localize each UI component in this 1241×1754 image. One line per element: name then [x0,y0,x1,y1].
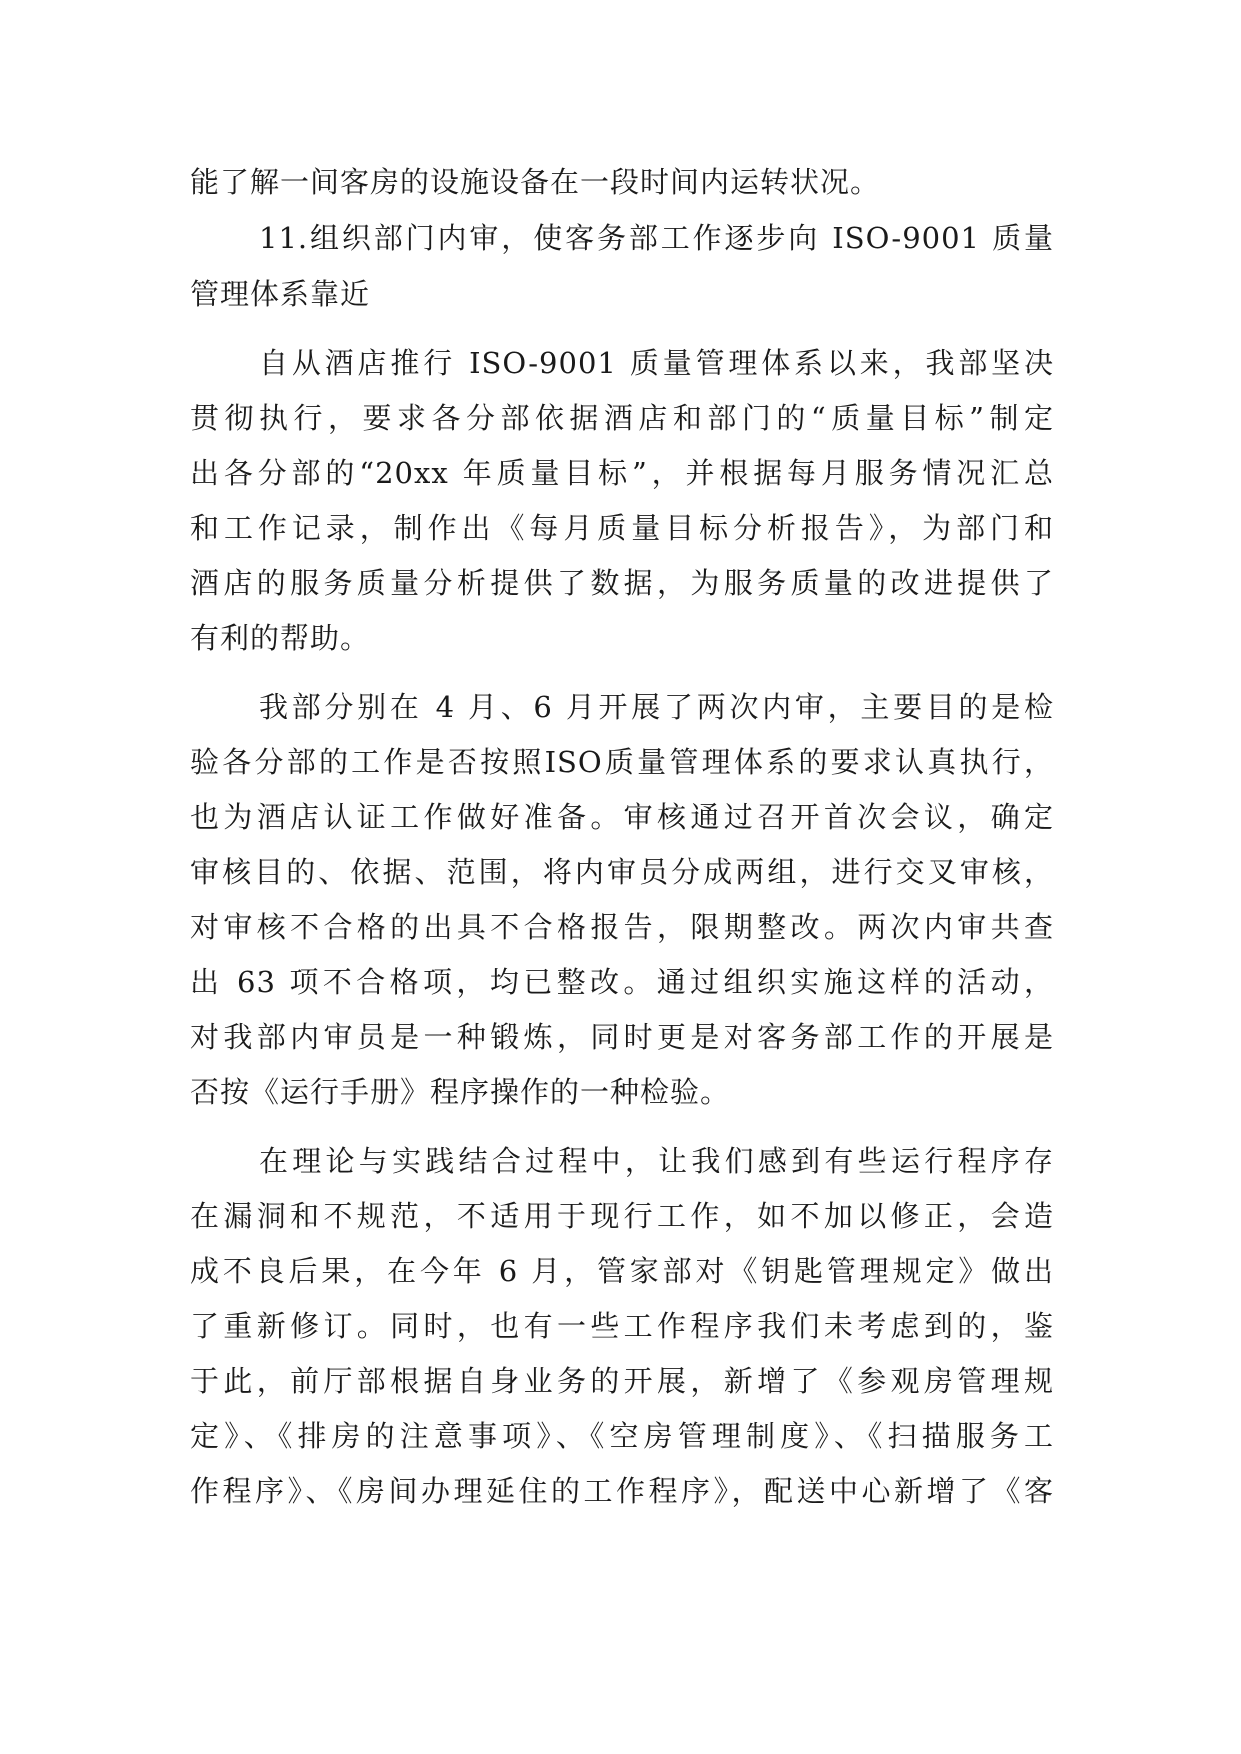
section-heading-line: 11.组织部门内审，使客务部工作逐步向 ISO-9001 质量 [259,221,1054,255]
text-line: 和工作记录，制作出《每月质量目标分析报告》，为部门和 [190,511,1054,545]
text-line: 成不良后果，在今年 6 月，管家部对《钥匙管理规定》做出 [190,1254,1054,1288]
text-line: 出 63 项不合格项，均已整改。通过组织实施这样的活动， [190,965,1054,999]
text-line: 否按《运行手册》程序操作的一种检验。 [190,1075,731,1109]
text-line: 审核目的、依据、范围，将内审员分成两组，进行交叉审核， [190,855,1054,889]
text-line: 对审核不合格的出具不合格报告，限期整改。两次内审共查 [190,910,1054,944]
text-line: 定》、《排房的注意事项》、《空房管理制度》、《扫描服务工 [190,1419,1054,1453]
text-line: 验各分部的工作是否按照ISO质量管理体系的要求认真执行， [190,745,1054,779]
text-line: 了重新修订。同时，也有一些工作程序我们未考虑到的，鉴 [190,1309,1054,1343]
text-line: 能了解一间客房的设施设备在一段时间内运转状况。 [190,165,881,199]
section-heading-line: 管理体系靠近 [190,277,371,311]
text-line: 作程序》、《房间办理延住的工作程序》，配送中心新增了《客 [190,1474,1054,1508]
text-line: 我部分别在 4 月、6 月开展了两次内审，主要目的是检 [259,690,1054,724]
text-line: 也为酒店认证工作做好准备。审核通过召开首次会议，确定 [190,800,1054,834]
text-line: 有利的帮助。 [190,621,371,655]
text-line: 对我部内审员是一种锻炼，同时更是对客务部工作的开展是 [190,1020,1054,1054]
text-line: 在漏洞和不规范，不适用于现行工作，如不加以修正，会造 [190,1199,1054,1233]
text-line: 自从酒店推行 ISO-9001 质量管理体系以来，我部坚决 [259,346,1054,380]
text-line: 出各分部的“20xx 年质量目标”，并根据每月服务情况汇总 [190,456,1054,490]
text-line: 贯彻执行，要求各分部依据酒店和部门的“质量目标”制定 [190,401,1054,435]
text-line: 于此，前厅部根据自身业务的开展，新增了《参观房管理规 [190,1364,1054,1398]
text-line: 酒店的服务质量分析提供了数据，为服务质量的改进提供了 [190,566,1054,600]
text-line: 在理论与实践结合过程中，让我们感到有些运行程序存 [259,1144,1054,1178]
